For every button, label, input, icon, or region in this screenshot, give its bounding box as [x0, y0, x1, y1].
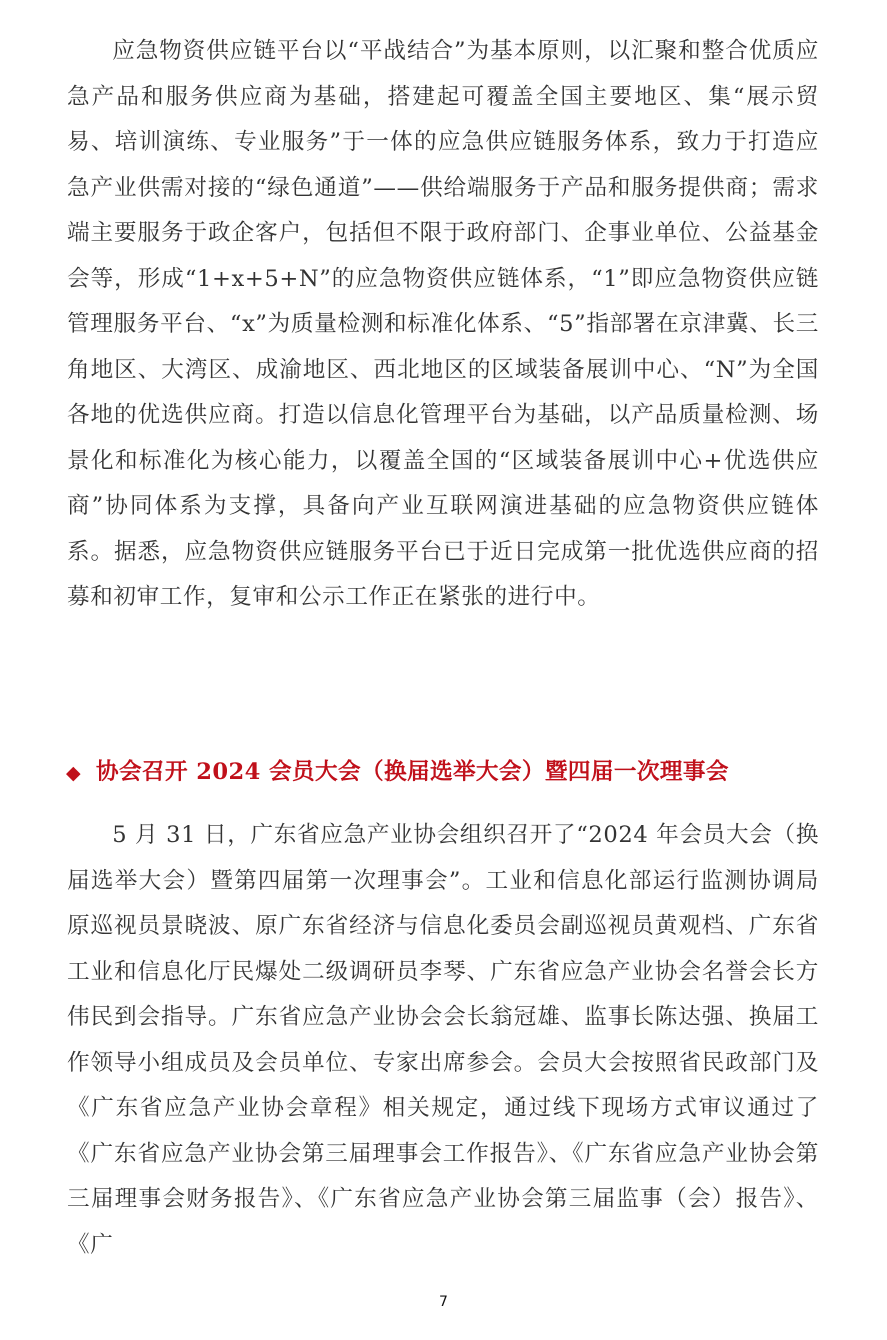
- section-heading: [66, 752, 826, 793]
- page-number: 7: [439, 1294, 448, 1310]
- body-paragraph-supply-chain-platform: 应急物资供应链平台以“平战结合”为基本原则，以汇聚和整合优质应急产品和服务供应商为基础，搭建起可覆盖全国主要地区、集“展示贸易、培训演练、专业服务”于一体的应急供应链服务体系，致力于打造应急产业供需对接的“绿色通道”——供给端服务于产品和服务提供商；需求端主要服务于政企客户，包括但不限于政府部门、企事业单位、公益基金会等，形成“1+x+5+N”的应急物资供应链体系，“1”即应急物资供应链管理服务平台、“x”为质量检测和标准化体系、“5”指部署在京津冀、长三角地区、大湾区、成渝地区、西北地区的区域装备展训中心、“N”为全国各地的优选供应商。打造以信息化管理平台为基础，以产品质量检测、场景化和标准化为核心能力，以覆盖全国的“区域装备展训中心+优选供应商”协同体系为支撑，具备向产业互联网演进基础的应急物资供应链体系。据悉，应急物资供应链服务平台已于近日完成第一批优选供应商的招募和初审工作，复审和公示工作正在紧张的进行中。: [67, 38, 819, 610]
- section-heading-title: 协会召开 2024 会员大会（换届选举大会）暨四届一次理事会: [96, 759, 729, 785]
- body-paragraph-member-congress: 5 月 31 日，广东省应急产业协会组织召开了“2024 年会员大会（换届选举大会）暨第四届第一次理事会”。工业和信息化部运行监测协调局原巡视员景晓波、原广东省经济与信息化委员会副巡视员黄观档、广东省工业和信息化厅民爆处二级调研员李琴、广东省应急产业协会名誉会长方伟民到会指导。广东省应急产业协会会长翁冠雄、监事长陈达强、换届工作领导小组成员及会员单位、专家出席参会。会员大会按照省民政部门及《广东省应急产业协会章程》相关规定，通过线下现场方式审议通过了《广东省应急产业协会第三届理事会工作报告》、《广东省应急产业协会第三届理事会财务报告》、《广东省应急产业协会第三届监事（会）报告》、《广: [67, 822, 819, 1258]
- diamond-bullet-icon: ◆: [66, 762, 82, 784]
